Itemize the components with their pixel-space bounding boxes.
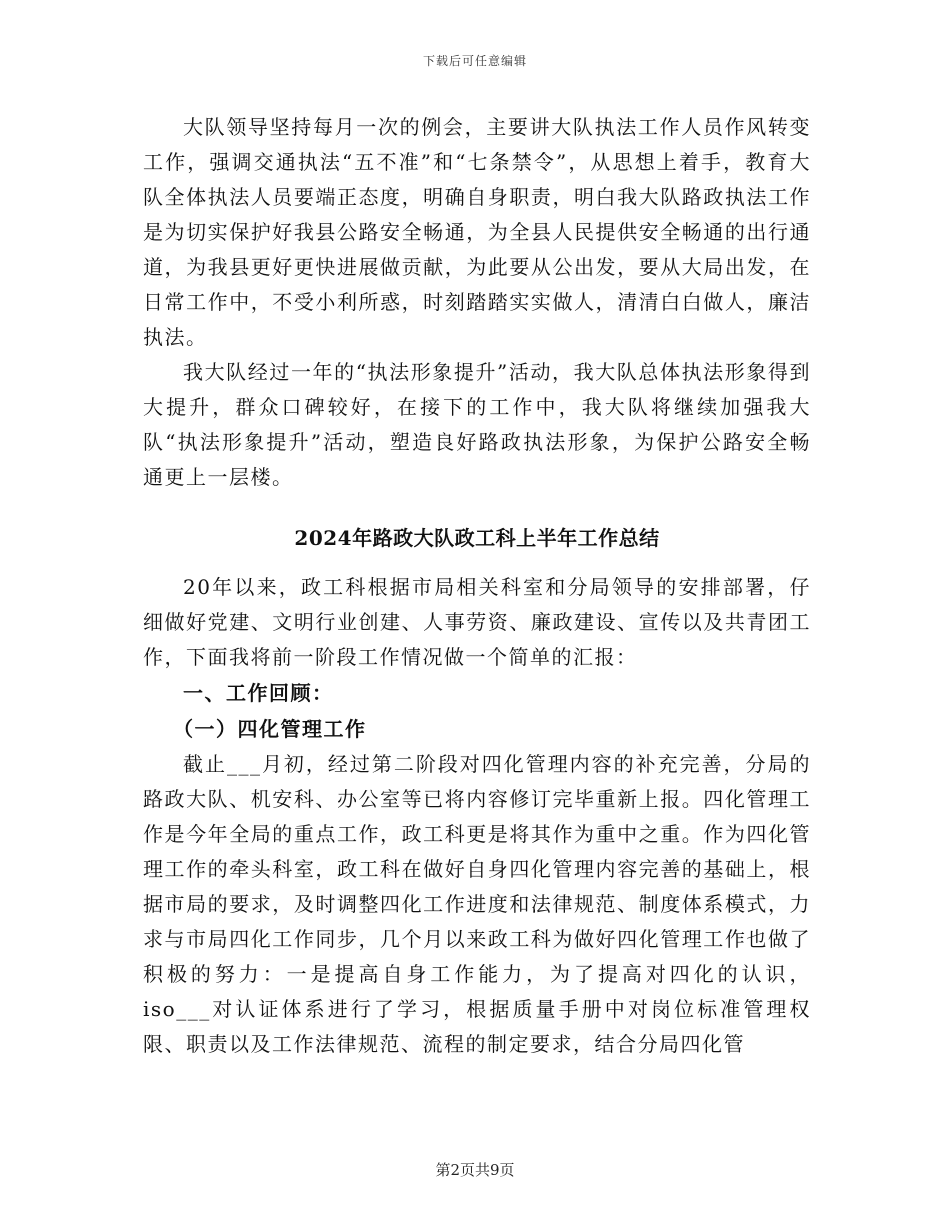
- paragraph-intro: 20年以来，政工科根据市局相关科室和分局领导的安排部署，仔细做好党建、文明行业创建、人事劳资、廉政建设、宣传以及共青团工作，下面我将前一阶段工作情况做一个简单的汇报：: [143, 575, 811, 669]
- subheading-four-management: （一）四化管理工作: [173, 717, 367, 741]
- document-body: [143, 110, 811, 1062]
- heading-work-review: 一、工作回顾：: [183, 681, 334, 705]
- page-number: 第2页共9页: [435, 1161, 515, 1179]
- paragraph-image-campaign: 我大队经过一年的“执法形象提升”活动，我大队总体执法形象得到大提升，群众口碑较好，在接下的工作中，我大队将继续加强我大队“执法形象提升”活动，塑造良好路政执法形象，为保护公路安全畅通更上一层楼。: [143, 360, 811, 489]
- section-title: 2024年路政大队政工科上半年工作总结: [294, 526, 660, 550]
- paragraph-four-management-body: 截止___月初，经过第二阶段对四化管理内容的补充完善，分局的路政大队、机安科、办公室等已将内容修订完毕重新上报。四化管理工作是今年全局的重点工作，政工科更是将其作为重中之重。作为四化管理工作的牵头科室，政工科在做好自身四化管理内容完善的基础上，根据市局的要求，及时调整四化工作进度和法律规范、制度体系模式，力求与市局四化工作同步，几个月以来政工科为做好四化管理工作也做了积极的努力：一是提高自身工作能力，为了提高对四化的认识，iso___对认证体系进行了学习，根据质量手册中对岗位标准管理权限、职责以及工作法律规范、流程的制定要求，结合分局四化管: [143, 752, 811, 1056]
- paragraph-meeting: 大队领导坚持每月一次的例会，主要讲大队执法工作人员作风转变工作，强调交通执法“五不准”和“七条禁令”，从思想上着手，教育大队全体执法人员要端正态度，明确自身职责，明白我大队路政执法工作是为切实保护好我县公路安全畅通，为全县人民提供安全畅通的出行通道，为我县更好更快进展做贡献，为此要从公出发，要从大局出发，在日常工作中，不受小利所惑，时刻踏踏实实做人，清清白白做人，廉洁执法。: [143, 115, 811, 349]
- header-note: 下载后可任意编辑: [422, 54, 527, 68]
